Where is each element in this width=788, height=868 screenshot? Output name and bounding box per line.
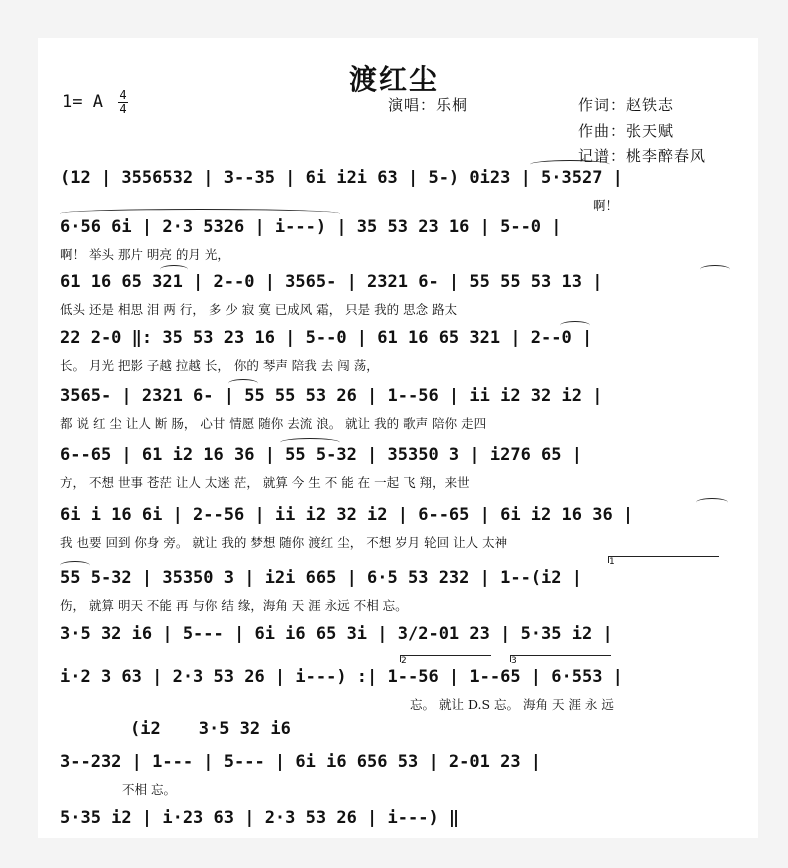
lyrics-line: 方， 不想 世事 苍茫 让人 太迷 茫， 就算 今 生 不 能 在 一起 飞 翔，来世 <box>60 475 470 490</box>
volta-bracket-2: 2 <box>400 655 491 662</box>
song-title: 渡红尘 <box>348 63 439 96</box>
slur-mark <box>160 265 188 274</box>
slur-mark <box>228 379 258 388</box>
notes-line: 55 5-32 | 35350 3 | i2i 665 | 6·5 53 232 | 1--(i2 | <box>60 568 582 588</box>
lyrics-line: 我 也要 回到 你身 旁。 就让 我的 梦想 随你 渡红 尘， 不想 岁月 轮回 让人 太神 <box>60 535 508 550</box>
lyrics-line: 长。 月光 把影 子越 拉越 长， 你的 琴声 陪我 去 闯 荡， <box>60 358 379 373</box>
notes-line: 22 2-0 ‖: 35 53 23 16 | 5--0 | 61 16 65 321 | 2--0 | <box>60 328 593 348</box>
lyrics-line: 啊！ 举头 那片 明亮 的月 光， <box>60 247 230 262</box>
notes-line: 61 16 65 321 | 2--0 | 3565- | 2321 6- | 55 55 53 13 | <box>60 272 603 292</box>
lyrics-line: 低头 还是 相思 泪 两 行， 多 少 寂 寞 已成风 霜， 只是 我的 思念 路太 <box>60 302 458 317</box>
notes-line: (12 | 3556532 | 3--35 | 6i i2i 63 | 5-) 0i23 | 5·3527 | <box>60 168 623 188</box>
notes-line: 3--232 | 1--- | 5--- | 6i i6 656 53 | 2-01 23 | <box>60 752 542 772</box>
notes-line: 5·35 i2 | i·23 63 | 2·3 53 26 | i---) ‖ <box>60 808 460 828</box>
transcriber-credit: 记谱：桃李醉春风 <box>578 147 707 165</box>
composer-credit: 作曲：张天赋 <box>578 122 675 140</box>
aux-notes <box>60 717 480 741</box>
notes-line: 6--65 | 61 i2 16 36 | 55 5-32 | 35350 3 | i276 65 | <box>60 445 582 465</box>
lyrics-line: 啊！ <box>592 198 618 213</box>
notes-line: 6i i 16 6i | 2--56 | ii i2 32 i2 | 6--65 | 6i i2 16 36 | <box>60 505 634 525</box>
notes-line: 3565- | 2321 6- | 55 55 53 26 | 1--56 | ii i2 32 i2 | <box>60 386 603 406</box>
singer-credit: 演唱：乐桐 <box>388 96 469 114</box>
volta-bracket-3: 3 <box>510 655 611 662</box>
slur-mark <box>280 438 340 447</box>
slur-mark <box>700 265 730 274</box>
lyrics-line: 伤， 就算 明天 不能 再 与你 结 缘，海角 天 涯 永远 不相 忘。 <box>60 598 408 613</box>
lyrics-line: 不相 忘。 <box>122 782 176 797</box>
time-signature-top: 4 <box>119 88 127 102</box>
slur-mark <box>530 160 610 169</box>
lyrics-line: 都 说 红 尘 让人 断 肠， 心甘 情愿 随你 去流 浪。 就让 我的 歌声 陪你 走四 <box>60 416 487 431</box>
time-signature <box>116 90 130 115</box>
notes-line: 6·56 6i | 2·3 5326 | i---) | 35 53 23 16 | 5--0 | <box>60 217 562 237</box>
key-signature: 1= A <box>62 92 103 112</box>
lyrics-line: 忘。 就让 D.S 忘。 海角 天 涯 永 远 <box>410 697 614 712</box>
slur-mark <box>696 498 728 507</box>
slur-mark <box>560 321 590 330</box>
time-signature-bottom: 4 <box>119 102 127 116</box>
aux-phrase: (i2 <box>130 719 161 739</box>
notes-line: 3·5 32 i6 | 5--- | 6i i6 65 3i | 3/2-01 23 | 5·35 i2 | <box>60 624 613 644</box>
notes-line: i·2 3 63 | 2·3 53 26 | i---) :| 1--56 | 1--65 | 6·553 | <box>60 667 623 687</box>
lyricist-credit: 作词：赵铁志 <box>578 96 675 114</box>
slur-mark <box>60 561 90 570</box>
aux-phrase: 3·5 32 i6 <box>198 719 291 739</box>
volta-bracket-1: 1 <box>608 556 719 563</box>
slur-mark <box>60 209 340 218</box>
